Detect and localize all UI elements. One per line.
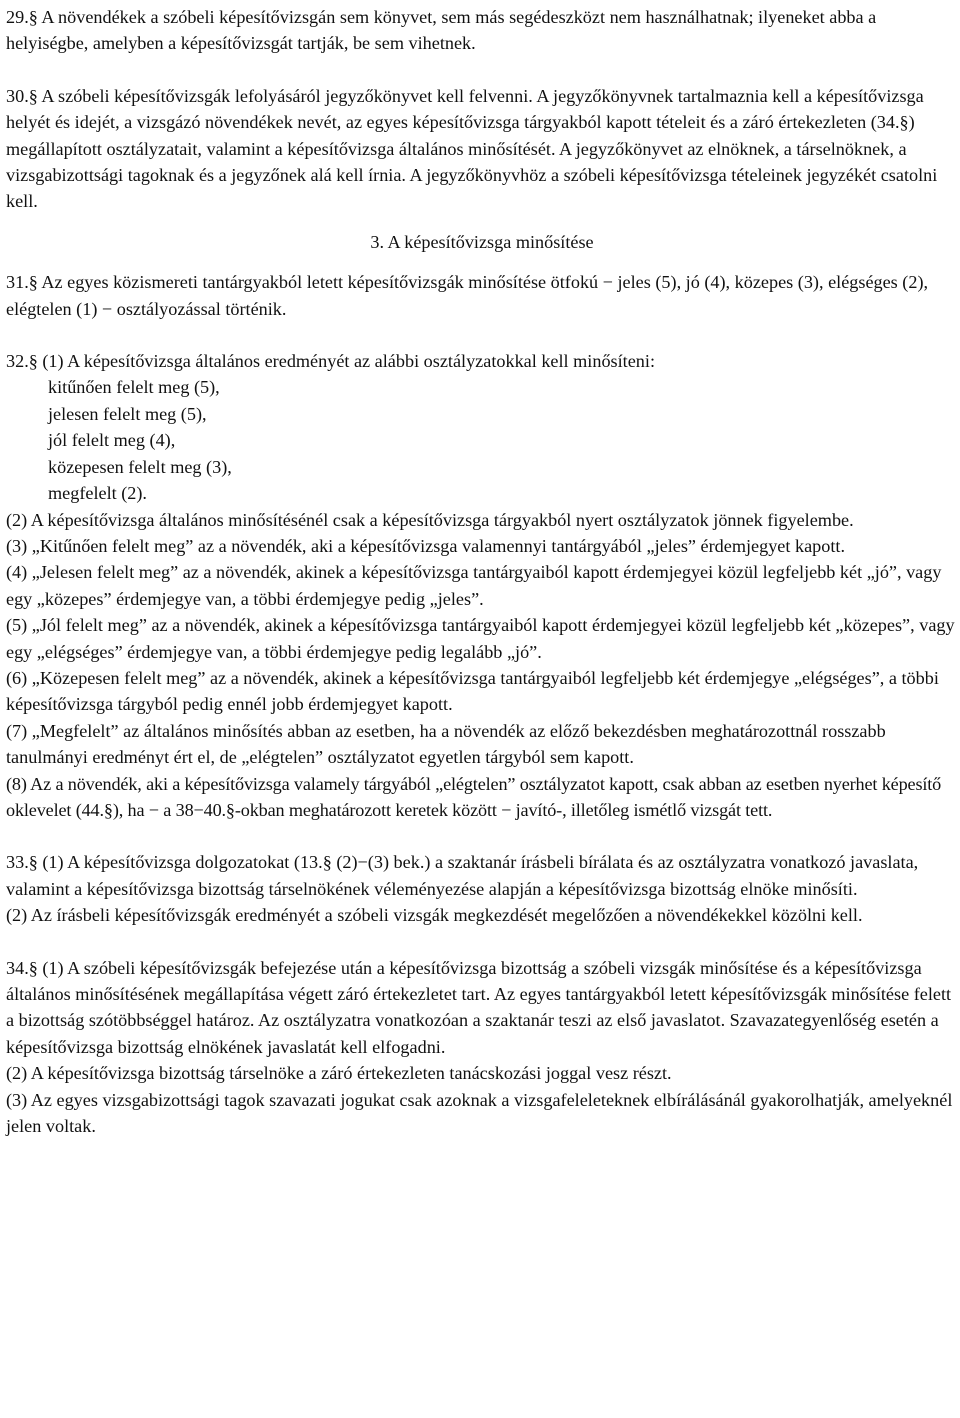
section-32-paragraph-6: (6) „Közepesen felelt meg” az a növendék, akinek a képesítővizsga tantárgyaiból legfeljebb két érdemjegye „elégséges”, a többi képesítővizsga tárgyból pedig ennél jobb érdemjegyet kapott. <box>6 667 939 715</box>
section-33-paragraph-2: (2) Az írásbeli képesítővizsgák eredményét a szóbeli vizsgák megkezdését megelőzően a növendékekkel közölni kell. <box>6 905 863 926</box>
section-32-intro: 32.§ (1) A képesítővizsga általános eredményét az alábbi osztályzatokkal kell minősíteni: <box>6 351 655 372</box>
section-34-paragraph-2: (2) A képesítővizsga bizottság társelnöke a záró értekezleten tanácskozási joggal vesz részt. <box>6 1063 672 1084</box>
section-32-paragraph-5: (5) „Jól felelt meg” az a növendék, akinek a képesítővizsga tantárgyaiból kapott érdemjegyei közül legfeljebb két „közepes”, vagy egy „elégséges” érdemjegye van, a többi érdemjegye pedig legalább „jó”. <box>6 615 955 662</box>
section-34-paragraph-1: 34.§ (1) A szóbeli képesítővizsgák befejezése után a képesítővizsga bizottság a szóbeli vizsgák minősítése és a képesítővizsga általános minősítésének megállapítása végett záró értekezletet tart. Az egyes tantárgyakból letett képesítővizsgák minősítése felett a bizottság szótöbbséggel határoz. Az osztályzatra vonatkozóan a szaktanár teszi az első javaslatot. Szavazategyenlőség esetén a képesítővizsga bizottság elnökének javaslatát kell elfogadni. <box>6 957 952 1057</box>
grade-item: közepesen felelt meg (3), <box>48 456 232 477</box>
section-30: 30.§ A szóbeli képesítővizsgák lefolyásáról jegyzőkönyvet kell felvenni. A jegyzőkönyvnek tartalmaznia kell a képesítővizsga helyét és idejét, a vizsgázó növendékek nevét, az egyes képesítővizsga tárgyakból kapott tételeit és a záró értekezleten (34.§) megállapított osztályzatait, valamint a képesítővizsga általános minősítését. A jegyzőkönyvet az elnöknek, a társelnöknek, a vizsgabizottsági tagoknak és a jegyzőnek alá kell írnia. A jegyzőkönyvhöz a szóbeli képesítővizsga tételeinek jegyzékét csatolni kell. <box>6 85 938 212</box>
section-heading-3: 3. A képesítővizsga minősítése <box>370 231 594 252</box>
grade-item: jelesen felelt meg (5), <box>48 403 207 424</box>
document-page <box>6 4 958 1139</box>
grade-item: jól felelt meg (4), <box>48 430 176 451</box>
section-32-paragraph-4: (4) „Jelesen felelt meg” az a növendék, akinek a képesítővizsga tantárgyaiból kapott érdemjegyei közül legfeljebb két „jó”, vagy egy „közepes” érdemjegye van, a többi érdemjegye pedig „jeles”. <box>6 562 942 609</box>
section-34-paragraph-3: (3) Az egyes vizsgabizottsági tagok szavazati jogukat csak azoknak a vizsgafeleleteknek elbírálásánál gyakorolhatják, amelyeknél jelen voltak. <box>6 1089 953 1137</box>
section-31: 31.§ Az egyes közismereti tantárgyakból letett képesítővizsgák minősítése ötfokú − jeles (5), jó (4), közepes (3), elégséges (2), elégtelen (1) − osztályozással történik. <box>6 272 929 319</box>
section-29: 29.§ A növendékek a szóbeli képesítővizsgán sem könyvet, sem más segédeszközt nem használhatnak; ilyeneket abba a helyiségbe, amelyben a képesítővizsgát tartják, be sem vihetnek. <box>6 7 877 54</box>
section-32-paragraph-3: (3) „Kitűnően felelt meg” az a növendék, aki a képesítővizsga valamennyi tantárgyából „jeles” érdemjegyet kapott. <box>6 535 845 556</box>
grade-item: kitűnően felelt meg (5), <box>48 377 220 398</box>
grade-item: megfelelt (2). <box>48 483 147 504</box>
section-33-paragraph-1: 33.§ (1) A képesítővizsga dolgozatokat (13.§ (2)−(3) bek.) a szaktanár írásbeli bírálata és az osztályzatra vonatkozó javaslata, valamint a képesítővizsga bizottság társelnökének véleményezése alapján a képesítővizsga bizottság elnöke minősíti. <box>6 852 919 899</box>
section-32-paragraph-7: (7) „Megfelelt” az általános minősítés abban az esetben, ha a növendék az előző bekezdésben meghatározottnál rosszabb tanulmányi eredményt ért el, de „elégtelen” osztályzatot egyetlen tárgyból sem kapott. <box>6 720 886 768</box>
section-32-paragraph-8: (8) Az a növendék, aki a képesítővizsga valamely tárgyából „elégtelen” osztályzatot kapott, csak abban az esetben nyerhet képesítő oklevelet (44.§), ha − a 38−40.§-okban meghatározott keretek között − javító-, illetőleg ismétlő vizsgát tett. <box>6 773 942 820</box>
section-32-paragraph-2: (2) A képesítővizsga általános minősítésénél csak a képesítővizsga tárgyakból nyert osztályzatok jönnek figyelembe. <box>6 509 854 530</box>
